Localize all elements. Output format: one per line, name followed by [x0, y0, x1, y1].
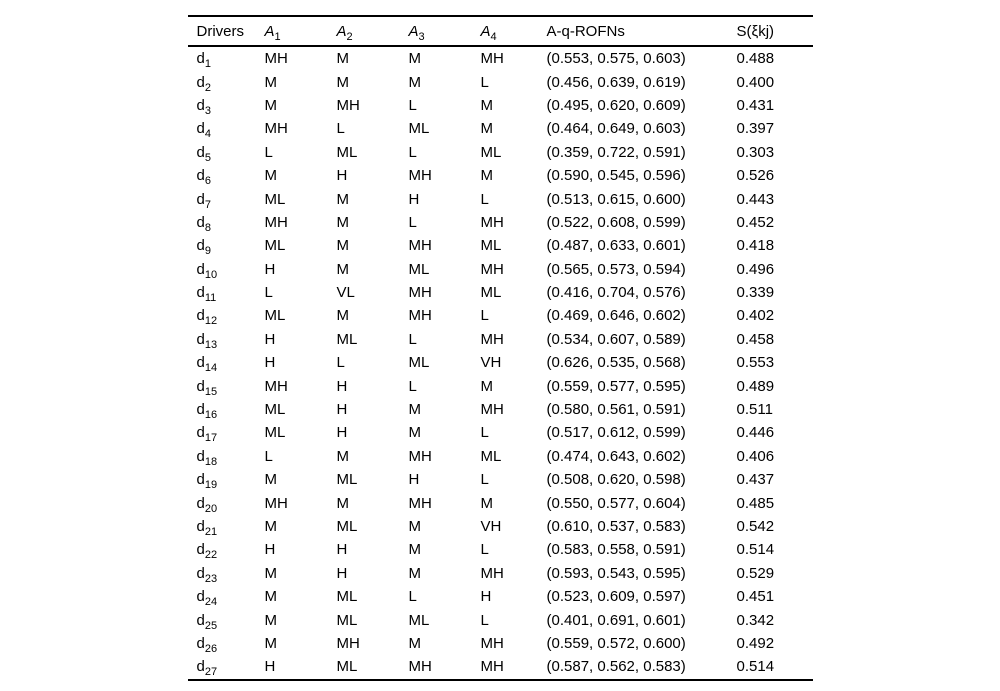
- score-cell: 0.529: [736, 564, 775, 582]
- rofn-cell: (0.416, 0.704, 0.576): [546, 284, 686, 302]
- a1-cell: M: [264, 96, 277, 114]
- rofn-cell: (0.590, 0.545, 0.596): [546, 167, 686, 185]
- a2-cell: M: [336, 213, 349, 231]
- a4-cell: ML: [480, 143, 502, 161]
- a2-cell: VL: [336, 284, 355, 302]
- a4-cell: L: [480, 471, 489, 489]
- driver-cell: $d_7$: [196, 190, 211, 211]
- table-row: [188, 515, 813, 538]
- table-row: [188, 281, 813, 304]
- a2-cell: H: [336, 564, 348, 582]
- a2-cell: H: [336, 424, 348, 442]
- a3-cell: M: [408, 634, 421, 652]
- table-row: [188, 258, 813, 281]
- driver-cell: $d_1$: [196, 50, 211, 71]
- a1-cell: ML: [264, 190, 286, 208]
- table-row: [188, 351, 813, 374]
- driver-cell: $d_{22}$: [196, 541, 218, 562]
- table-row: [188, 117, 813, 140]
- a1-cell: ML: [264, 401, 286, 419]
- score-cell: 0.418: [736, 237, 775, 255]
- column-header-a3: $A_3$: [408, 22, 425, 43]
- a1-cell: MH: [264, 213, 288, 231]
- a2-cell: ML: [336, 471, 358, 489]
- column-header-driver: Drivers: [196, 22, 244, 40]
- a1-cell: MH: [264, 120, 288, 138]
- rofn-cell: (0.587, 0.562, 0.583): [546, 658, 686, 676]
- a1-cell: M: [264, 634, 277, 652]
- column-header-a1: $A_1$: [264, 22, 281, 43]
- score-cell: 0.526: [736, 167, 775, 185]
- table-row: [188, 538, 813, 561]
- a3-cell: L: [408, 330, 417, 348]
- a4-cell: M: [480, 167, 493, 185]
- rofn-cell: (0.534, 0.607, 0.589): [546, 330, 686, 348]
- score-cell: 0.443: [736, 190, 775, 208]
- a4-cell: ML: [480, 237, 502, 255]
- a1-cell: H: [264, 658, 276, 676]
- a2-cell: M: [336, 447, 349, 465]
- table-row: [188, 374, 813, 397]
- rofn-cell: (0.487, 0.633, 0.601): [546, 237, 686, 255]
- a2-cell: H: [336, 541, 348, 559]
- a2-cell: H: [336, 377, 348, 395]
- a4-cell: VH: [480, 354, 502, 372]
- a1-cell: L: [264, 447, 273, 465]
- a3-cell: M: [408, 518, 421, 535]
- rofn-cell: (0.495, 0.620, 0.609): [546, 96, 686, 114]
- score-cell: 0.451: [736, 588, 775, 606]
- score-cell: 0.452: [736, 213, 775, 231]
- a2-cell: L: [336, 120, 345, 138]
- rofn-cell: (0.523, 0.609, 0.597): [546, 588, 686, 606]
- a1-cell: H: [264, 330, 276, 348]
- a3-cell: M: [408, 424, 421, 442]
- a2-cell: M: [336, 237, 349, 255]
- score-cell: 0.431: [736, 96, 775, 114]
- rofn-cell: (0.559, 0.577, 0.595): [546, 377, 686, 395]
- score-cell: 0.437: [736, 471, 775, 489]
- score-cell: 0.496: [736, 260, 775, 278]
- a3-cell: MH: [408, 307, 432, 325]
- column-header-rofn: A-q-ROFNs: [546, 22, 625, 40]
- driver-cell: $d_8$: [196, 213, 211, 234]
- a3-cell: MH: [408, 494, 432, 512]
- a1-cell: L: [264, 143, 273, 161]
- a1-cell: MH: [264, 494, 288, 512]
- rofn-cell: (0.469, 0.646, 0.602): [546, 307, 686, 325]
- score-cell: 0.400: [736, 73, 775, 91]
- table-row: [188, 94, 813, 117]
- a4-cell: L: [480, 307, 489, 325]
- a3-cell: L: [408, 213, 417, 231]
- score-cell: 0.489: [736, 377, 775, 395]
- a3-cell: MH: [408, 447, 432, 465]
- a4-cell: H: [480, 588, 492, 606]
- score-cell: 0.402: [736, 307, 775, 325]
- a4-cell: MH: [480, 260, 504, 278]
- driver-cell: $d_{27}$: [196, 658, 218, 679]
- a3-cell: M: [408, 401, 421, 419]
- driver-cell: $d_9$: [196, 237, 211, 258]
- table-row: [188, 328, 813, 351]
- a1-cell: M: [264, 73, 277, 91]
- driver-cell: $d_{12}$: [196, 307, 218, 328]
- driver-cell: $d_{11}$: [196, 284, 217, 305]
- a4-cell: L: [480, 190, 489, 208]
- table-row: [188, 421, 813, 444]
- driver-cell: $d_{13}$: [196, 330, 218, 351]
- driver-cell: $d_3$: [196, 96, 211, 117]
- rofn-cell: (0.522, 0.608, 0.599): [546, 213, 686, 231]
- rofn-cell: (0.553, 0.575, 0.603): [546, 50, 686, 68]
- score-cell: 0.485: [736, 494, 775, 512]
- a3-cell: L: [408, 588, 417, 606]
- column-header-a2: $A_2$: [336, 22, 353, 43]
- a3-cell: ML: [408, 120, 430, 138]
- table-row: [188, 445, 813, 468]
- a1-cell: M: [264, 564, 277, 582]
- score-cell: 0.514: [736, 658, 775, 676]
- driver-cell: $d_{23}$: [196, 564, 218, 585]
- score-cell: 0.406: [736, 447, 775, 465]
- table-row: [188, 70, 813, 93]
- a4-cell: MH: [480, 50, 504, 68]
- a2-cell: H: [336, 401, 348, 419]
- a2-cell: ML: [336, 143, 358, 161]
- a3-cell: MH: [408, 658, 432, 676]
- table-row: [188, 187, 813, 210]
- a2-cell: ML: [336, 330, 358, 348]
- driver-cell: $d_{24}$: [196, 588, 218, 609]
- a3-cell: MH: [408, 167, 432, 185]
- rofn-cell: (0.517, 0.612, 0.599): [546, 424, 686, 442]
- table-row: [188, 304, 813, 327]
- a2-cell: ML: [336, 518, 358, 535]
- driver-cell: $d_{20}$: [196, 494, 218, 515]
- table-body: [188, 46, 813, 680]
- a3-cell: H: [408, 190, 420, 208]
- score-cell: 0.492: [736, 634, 775, 652]
- rofn-cell: (0.513, 0.615, 0.600): [546, 190, 686, 208]
- a1-cell: M: [264, 588, 277, 606]
- rofn-cell: (0.626, 0.535, 0.568): [546, 354, 686, 372]
- score-cell: 0.542: [736, 518, 775, 535]
- table-row: [188, 398, 813, 421]
- a3-cell: M: [408, 541, 421, 559]
- a4-cell: M: [480, 377, 493, 395]
- a4-cell: L: [480, 541, 489, 559]
- a3-cell: H: [408, 471, 420, 489]
- driver-cell: $d_{26}$: [196, 634, 218, 655]
- driver-cell: $d_6$: [196, 167, 211, 188]
- a4-cell: MH: [480, 658, 504, 676]
- driver-cell: $d_5$: [196, 143, 211, 164]
- table-row: [188, 655, 813, 679]
- a4-cell: VH: [480, 518, 502, 535]
- a3-cell: L: [408, 377, 417, 395]
- a1-cell: M: [264, 167, 277, 185]
- rofn-cell: (0.559, 0.572, 0.600): [546, 634, 686, 652]
- a2-cell: M: [336, 260, 349, 278]
- a1-cell: MH: [264, 377, 288, 395]
- a3-cell: L: [408, 96, 417, 114]
- a3-cell: M: [408, 564, 421, 582]
- score-cell: 0.303: [736, 143, 775, 161]
- score-cell: 0.339: [736, 284, 775, 302]
- driver-cell: $d_4$: [196, 120, 211, 141]
- a2-cell: M: [336, 307, 349, 325]
- table-row: [188, 46, 813, 70]
- score-cell: 0.511: [736, 401, 773, 419]
- driver-cell: $d_{16}$: [196, 401, 218, 422]
- a2-cell: M: [336, 73, 349, 91]
- a1-cell: MH: [264, 50, 288, 68]
- a3-cell: ML: [408, 354, 430, 372]
- table-row: [188, 632, 813, 655]
- a2-cell: ML: [336, 611, 358, 629]
- a2-cell: L: [336, 354, 345, 372]
- a1-cell: L: [264, 284, 273, 302]
- a2-cell: ML: [336, 658, 358, 676]
- a4-cell: MH: [480, 213, 504, 231]
- driver-cell: $d_{18}$: [196, 447, 218, 468]
- a4-cell: MH: [480, 634, 504, 652]
- rofn-cell: (0.550, 0.577, 0.604): [546, 494, 686, 512]
- a2-cell: ML: [336, 588, 358, 606]
- rofn-cell: (0.565, 0.573, 0.594): [546, 260, 686, 278]
- driver-cell: $d_{25}$: [196, 611, 218, 632]
- score-cell: 0.458: [736, 330, 775, 348]
- a3-cell: L: [408, 143, 417, 161]
- a2-cell: MH: [336, 96, 360, 114]
- a1-cell: M: [264, 518, 277, 535]
- driver-cell: $d_{21}$: [196, 518, 218, 538]
- a2-cell: MH: [336, 634, 360, 652]
- table-row: [188, 491, 813, 514]
- table-row: [188, 608, 813, 631]
- a1-cell: ML: [264, 237, 286, 255]
- a2-cell: M: [336, 50, 349, 68]
- driver-cell: $d_{19}$: [196, 471, 218, 492]
- driver-cell: $d_{17}$: [196, 424, 218, 445]
- a1-cell: H: [264, 260, 276, 278]
- table-row: [188, 234, 813, 257]
- column-header-a4: $A_4$: [480, 22, 497, 43]
- a4-cell: M: [480, 494, 493, 512]
- results-table: [188, 15, 813, 681]
- driver-cell: $d_{15}$: [196, 377, 218, 398]
- a1-cell: H: [264, 541, 276, 559]
- a3-cell: M: [408, 73, 421, 91]
- score-cell: 0.342: [736, 611, 775, 629]
- rofn-cell: (0.583, 0.558, 0.591): [546, 541, 686, 559]
- driver-cell: $d_{14}$: [196, 354, 218, 375]
- score-cell: 0.446: [736, 424, 775, 442]
- a4-cell: M: [480, 96, 493, 114]
- table-row: [188, 164, 813, 187]
- a1-cell: M: [264, 471, 277, 489]
- a3-cell: MH: [408, 284, 432, 302]
- a1-cell: H: [264, 354, 276, 372]
- a3-cell: MH: [408, 237, 432, 255]
- header-row: [188, 16, 813, 46]
- score-cell: 0.514: [736, 541, 775, 559]
- rofn-cell: (0.464, 0.649, 0.603): [546, 120, 686, 138]
- a4-cell: M: [480, 120, 493, 138]
- table-row: [188, 585, 813, 608]
- rofn-cell: (0.508, 0.620, 0.598): [546, 471, 686, 489]
- a4-cell: ML: [480, 284, 502, 302]
- a4-cell: MH: [480, 564, 504, 582]
- table-row: [188, 211, 813, 234]
- score-cell: 0.397: [736, 120, 775, 138]
- rofn-cell: (0.593, 0.543, 0.595): [546, 564, 686, 582]
- a3-cell: ML: [408, 611, 430, 629]
- rofn-cell: (0.610, 0.537, 0.583): [546, 518, 686, 535]
- rofn-cell: (0.359, 0.722, 0.591): [546, 143, 686, 161]
- a4-cell: MH: [480, 401, 504, 419]
- rofn-cell: (0.456, 0.639, 0.619): [546, 73, 686, 91]
- table-row: [188, 141, 813, 164]
- a2-cell: M: [336, 494, 349, 512]
- a4-cell: ML: [480, 447, 502, 465]
- driver-cell: $d_{10}$: [196, 260, 218, 281]
- table-row: [188, 468, 813, 491]
- rofn-cell: (0.580, 0.561, 0.591): [546, 401, 686, 419]
- a4-cell: L: [480, 424, 489, 442]
- a4-cell: L: [480, 73, 489, 91]
- a3-cell: ML: [408, 260, 430, 278]
- score-cell: 0.488: [736, 50, 775, 68]
- a1-cell: M: [264, 611, 277, 629]
- a1-cell: ML: [264, 424, 286, 442]
- rofn-cell: (0.401, 0.691, 0.601): [546, 611, 686, 629]
- column-header-s: S(ξkj): [736, 22, 775, 40]
- a4-cell: L: [480, 611, 489, 629]
- a3-cell: M: [408, 50, 421, 68]
- table-row: [188, 562, 813, 585]
- rofn-cell: (0.474, 0.643, 0.602): [546, 447, 686, 465]
- a1-cell: ML: [264, 307, 286, 325]
- a4-cell: MH: [480, 330, 504, 348]
- driver-cell: $d_2$: [196, 73, 211, 94]
- a2-cell: M: [336, 190, 349, 208]
- score-cell: 0.553: [736, 354, 775, 372]
- a2-cell: H: [336, 167, 348, 185]
